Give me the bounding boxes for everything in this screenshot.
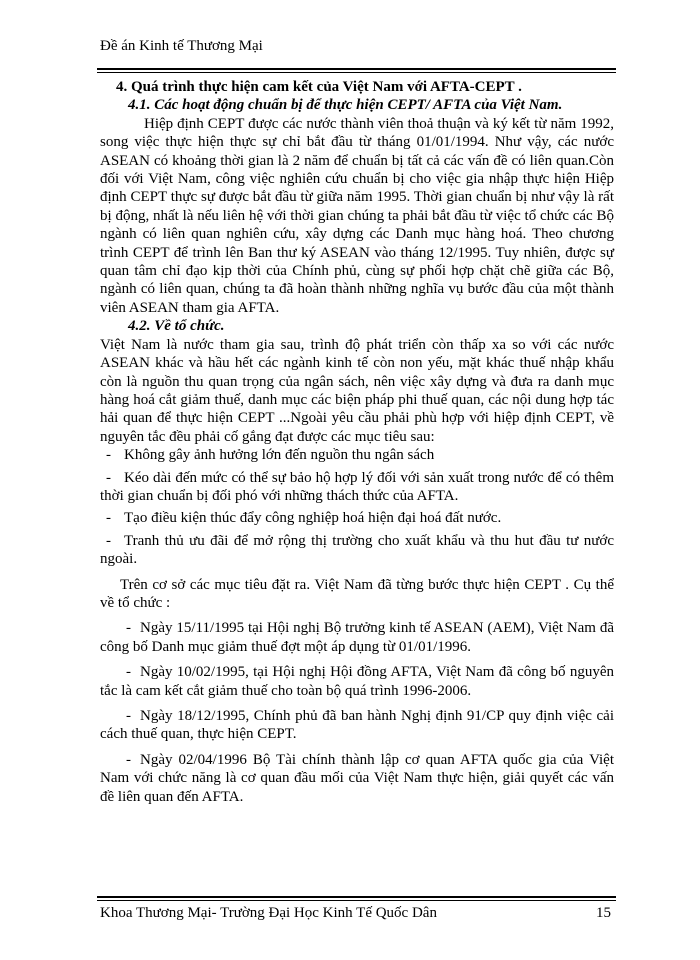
running-footer: Khoa Thương Mại- Trường Đại Học Kinh Tế Quốc Dân (100, 905, 437, 921)
goal-text: Tạo điều kiện thúc đẩy công nghiệp hoá hiện đại hoá đất nước. (124, 510, 502, 527)
goal-text: Kéo dài đến mức có thể sự bảo hộ hợp lý đối với sản xuất trong nước để có thêm thời gian chuẩn bị đối phó với những thách thức của AFTA. (100, 469, 614, 504)
event-text: Ngày 18/12/1995, Chính phủ đã ban hành Nghị định 91/CP quy định việc cải cách thuế quan, thực hiện CEPT. (100, 708, 614, 743)
event-text: Ngày 02/04/1996 Bộ Tài chính thành lập cơ quan AFTA quốc gia của Việt Nam với chức năng là cơ quan đầu mối của Việt Nam thực hiện, giải quyết các vấn đề liên quan đến AFTA. (100, 751, 614, 805)
goal-text: Tranh thủ ưu đãi để mở rộng thị trường cho xuất khẩu và thu hut đầu tư nước ngoài. (100, 532, 614, 568)
bullet-dash-icon: - (126, 664, 131, 681)
goal-item (100, 509, 614, 527)
event-item (100, 707, 614, 744)
event-item (100, 619, 614, 656)
bullet-dash-icon: - (106, 447, 111, 464)
bullet-dash-icon: - (106, 510, 111, 527)
bullet-dash-icon: - (126, 751, 131, 768)
page-number: 15 (596, 905, 611, 921)
goal-item (100, 469, 614, 506)
goal-item (100, 446, 614, 464)
paragraph-organization: Việt Nam là nước tham gia sau, trình độ phát triển còn thấp xa so với các nước ASEAN khác và hầu hết các ngành kinh tế còn non yếu, mặt khác thuế nhập khẩu còn là nguồn thu quan trọng của ngân sách, nên việc xây dựng và đưa ra danh mục hàng hoá cắt giảm thuế, danh mục các biện pháp phi thuế quan, các nội dung hợp tác hải quan để thực hiện CEPT ...Ngoài yêu cầu phải phù hợp với hiệp định CEPT, về nguyên tắc đều phải cố gắng đạt được các mục tiêu sau: (100, 336, 614, 445)
bullet-dash-icon: - (126, 708, 131, 724)
subsection-heading-4-1: 4.1. Các hoạt động chuẩn bị để thực hiện CEPT/ AFTA của Việt Nam. (128, 97, 563, 114)
bullet-dash-icon: - (106, 532, 111, 549)
paragraph-lead: Trên cơ sở các mục tiêu đặt ra. Việt Nam đã từng bước thực hiện CEPT . Cụ thể về tổ chức : (100, 576, 614, 611)
subsection-heading-4-2: 4.2. Về tổ chức. (128, 318, 225, 335)
running-header: Đề án Kinh tế Thương Mại (100, 38, 263, 54)
event-item (100, 663, 614, 700)
event-text: Ngày 10/02/1995, tại Hội nghị Hội đồng AFTA, Việt Nam đã công bố nguyên tắc là cam kết cắt giảm thuế cho toàn bộ quá trình 1996-2006. (100, 664, 614, 699)
event-item (100, 751, 614, 806)
footer-divider-thin (97, 900, 616, 901)
section-heading: 4. Quá trình thực hiện cam kết của Việt Nam với AFTA-CEPT . (116, 79, 522, 95)
footer-divider (97, 896, 616, 898)
goal-item (100, 532, 614, 569)
bullet-dash-icon: - (106, 469, 111, 486)
main-content (100, 78, 614, 806)
header-divider-thin (97, 72, 616, 73)
event-text: Ngày 15/11/1995 tại Hội nghị Bộ trưởng kinh tế ASEAN (AEM), Việt Nam đã công bố Danh mục giảm thuế đợt một áp dụng từ 01/01/1996. (100, 620, 614, 655)
goal-text: Không gây ảnh hưởng lớn đến nguồn thu ngân sách (124, 447, 435, 464)
paragraph-preparation: Hiệp định CEPT được các nước thành viên thoả thuận và ký kết từ năm 1992, song việc thực hiện thực sự chỉ bắt đầu từ tháng 01/01/1994. Như vậy, các nước ASEAN có khoảng thời gian là 2 năm để chuẩn bị tất cả các vấn đề có liên quan.Còn đối với Việt Nam, công việc nghiên cứu chuẩn bị cho việc gia nhập thực hiện Hiệp định CEPT thực sự được bắt đầu từ giữa năm 1995. Thời gian chuẩn bị như vậy là rất bị động, nhất là nếu liên hệ với thời gian chúng ta phải bắt đầu từ việc tổ chức các Bộ ngành có liên quan nghiên cứu, xây dựng các Danh mục hàng hoá. Theo chương trình CEPT để trình lên Ban thư ký ASEAN vào tháng 12/1995. Tuy nhiên, được sự quan tâm chỉ đạo kịp thời của Chính phủ, cùng sự phối hợp chặt chẽ giữa các Bộ, ngành có liên quan, chúng ta đã hoàn thành những nghĩa vụ bước đầu của một thành viên ASEAN tham gia AFTA. (100, 115, 614, 316)
header-divider (97, 68, 616, 70)
bullet-dash-icon: - (126, 620, 131, 637)
